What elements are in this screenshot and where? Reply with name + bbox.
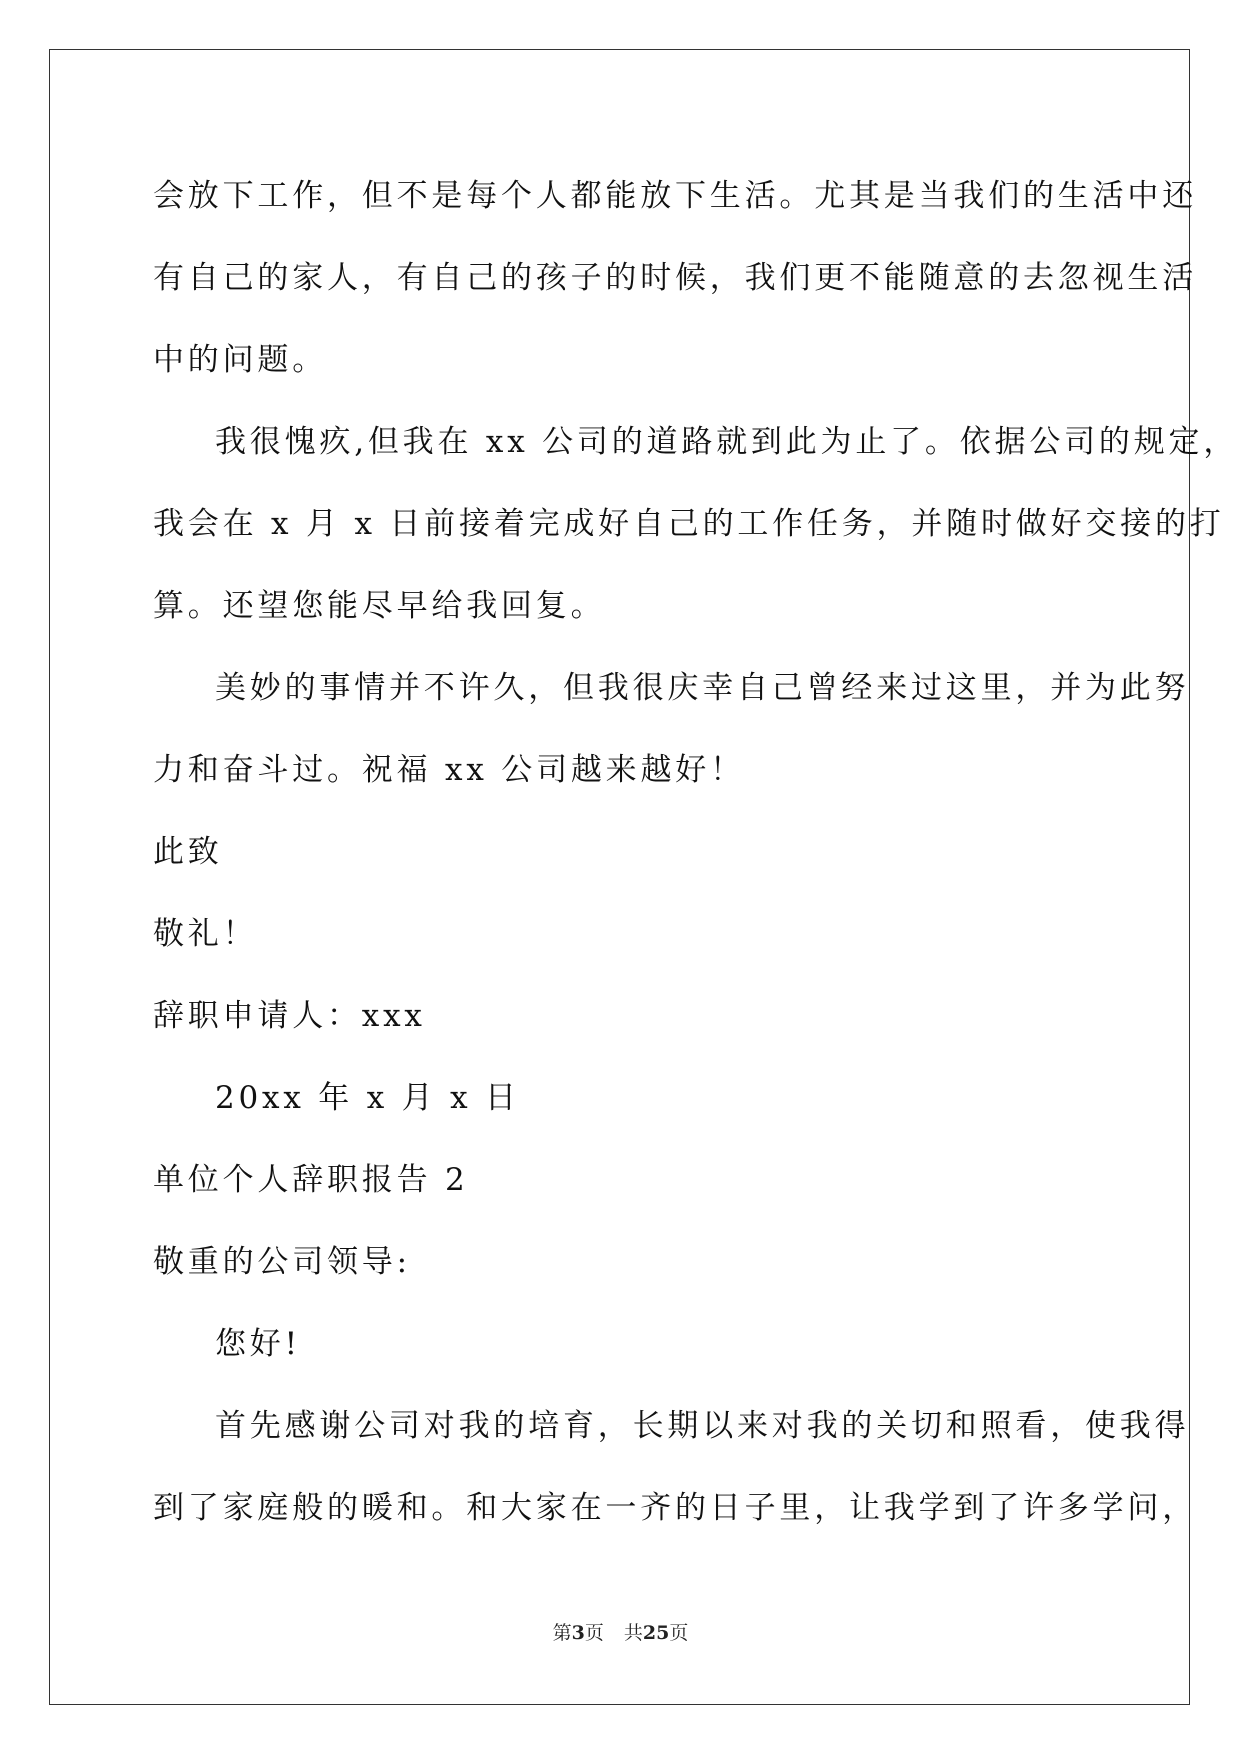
paragraph-line: 力和奋斗过。祝福 xx 公司越来越好！ — [153, 752, 745, 788]
footer-prefix: 第 — [552, 1622, 572, 1644]
applicant-signature: 辞职申请人：xxx — [153, 998, 426, 1034]
page-footer — [0, 1618, 1241, 1645]
letter-greeting: 敬重的公司领导: — [153, 1244, 411, 1280]
paragraph-line: 有自己的家人，有自己的孩子的时候，我们更不能随意的去忽视生活 — [153, 260, 1197, 296]
paragraph-line: 到了家庭般的暖和。和大家在一齐的日子里，让我学到了许多学问， — [153, 1490, 1197, 1526]
total-pages: 25 — [642, 1622, 670, 1644]
footer-page-suffix: 页 — [584, 1622, 604, 1644]
section-title: 单位个人辞职报告 2 — [153, 1162, 469, 1198]
paragraph-line: 美妙的事情并不许久，但我很庆幸自己曾经来过这里，并为此努 — [215, 670, 1190, 706]
page-number: 3 — [571, 1622, 585, 1644]
document-body — [153, 155, 1239, 1549]
letter-hello: 您好! — [215, 1326, 301, 1362]
paragraph-line: 算。还望您能尽早给我回复。 — [153, 588, 606, 624]
paragraph-line: 我会在 x 月 x 日前接着完成好自己的工作任务，并随时做好交接的打 — [153, 506, 1225, 542]
footer-total-prefix: 共 — [623, 1622, 643, 1644]
paragraph-line: 中的问题。 — [153, 342, 327, 378]
paragraph-line: 会放下工作，但不是每个人都能放下生活。尤其是当我们的生活中还 — [153, 178, 1197, 214]
letter-date: 20xx 年 x 月 x 日 — [215, 1080, 520, 1116]
closing-regards: 敬礼！ — [153, 916, 258, 952]
paragraph-line: 首先感谢公司对我的培育，长期以来对我的关切和照看，使我得 — [215, 1408, 1190, 1444]
footer-total-suffix: 页 — [669, 1622, 689, 1644]
closing-salutation: 此致 — [153, 834, 223, 870]
paragraph-line: 我很愧疚,但我在 xx 公司的道路就到此为止了。依据公司的规定， — [215, 424, 1239, 460]
